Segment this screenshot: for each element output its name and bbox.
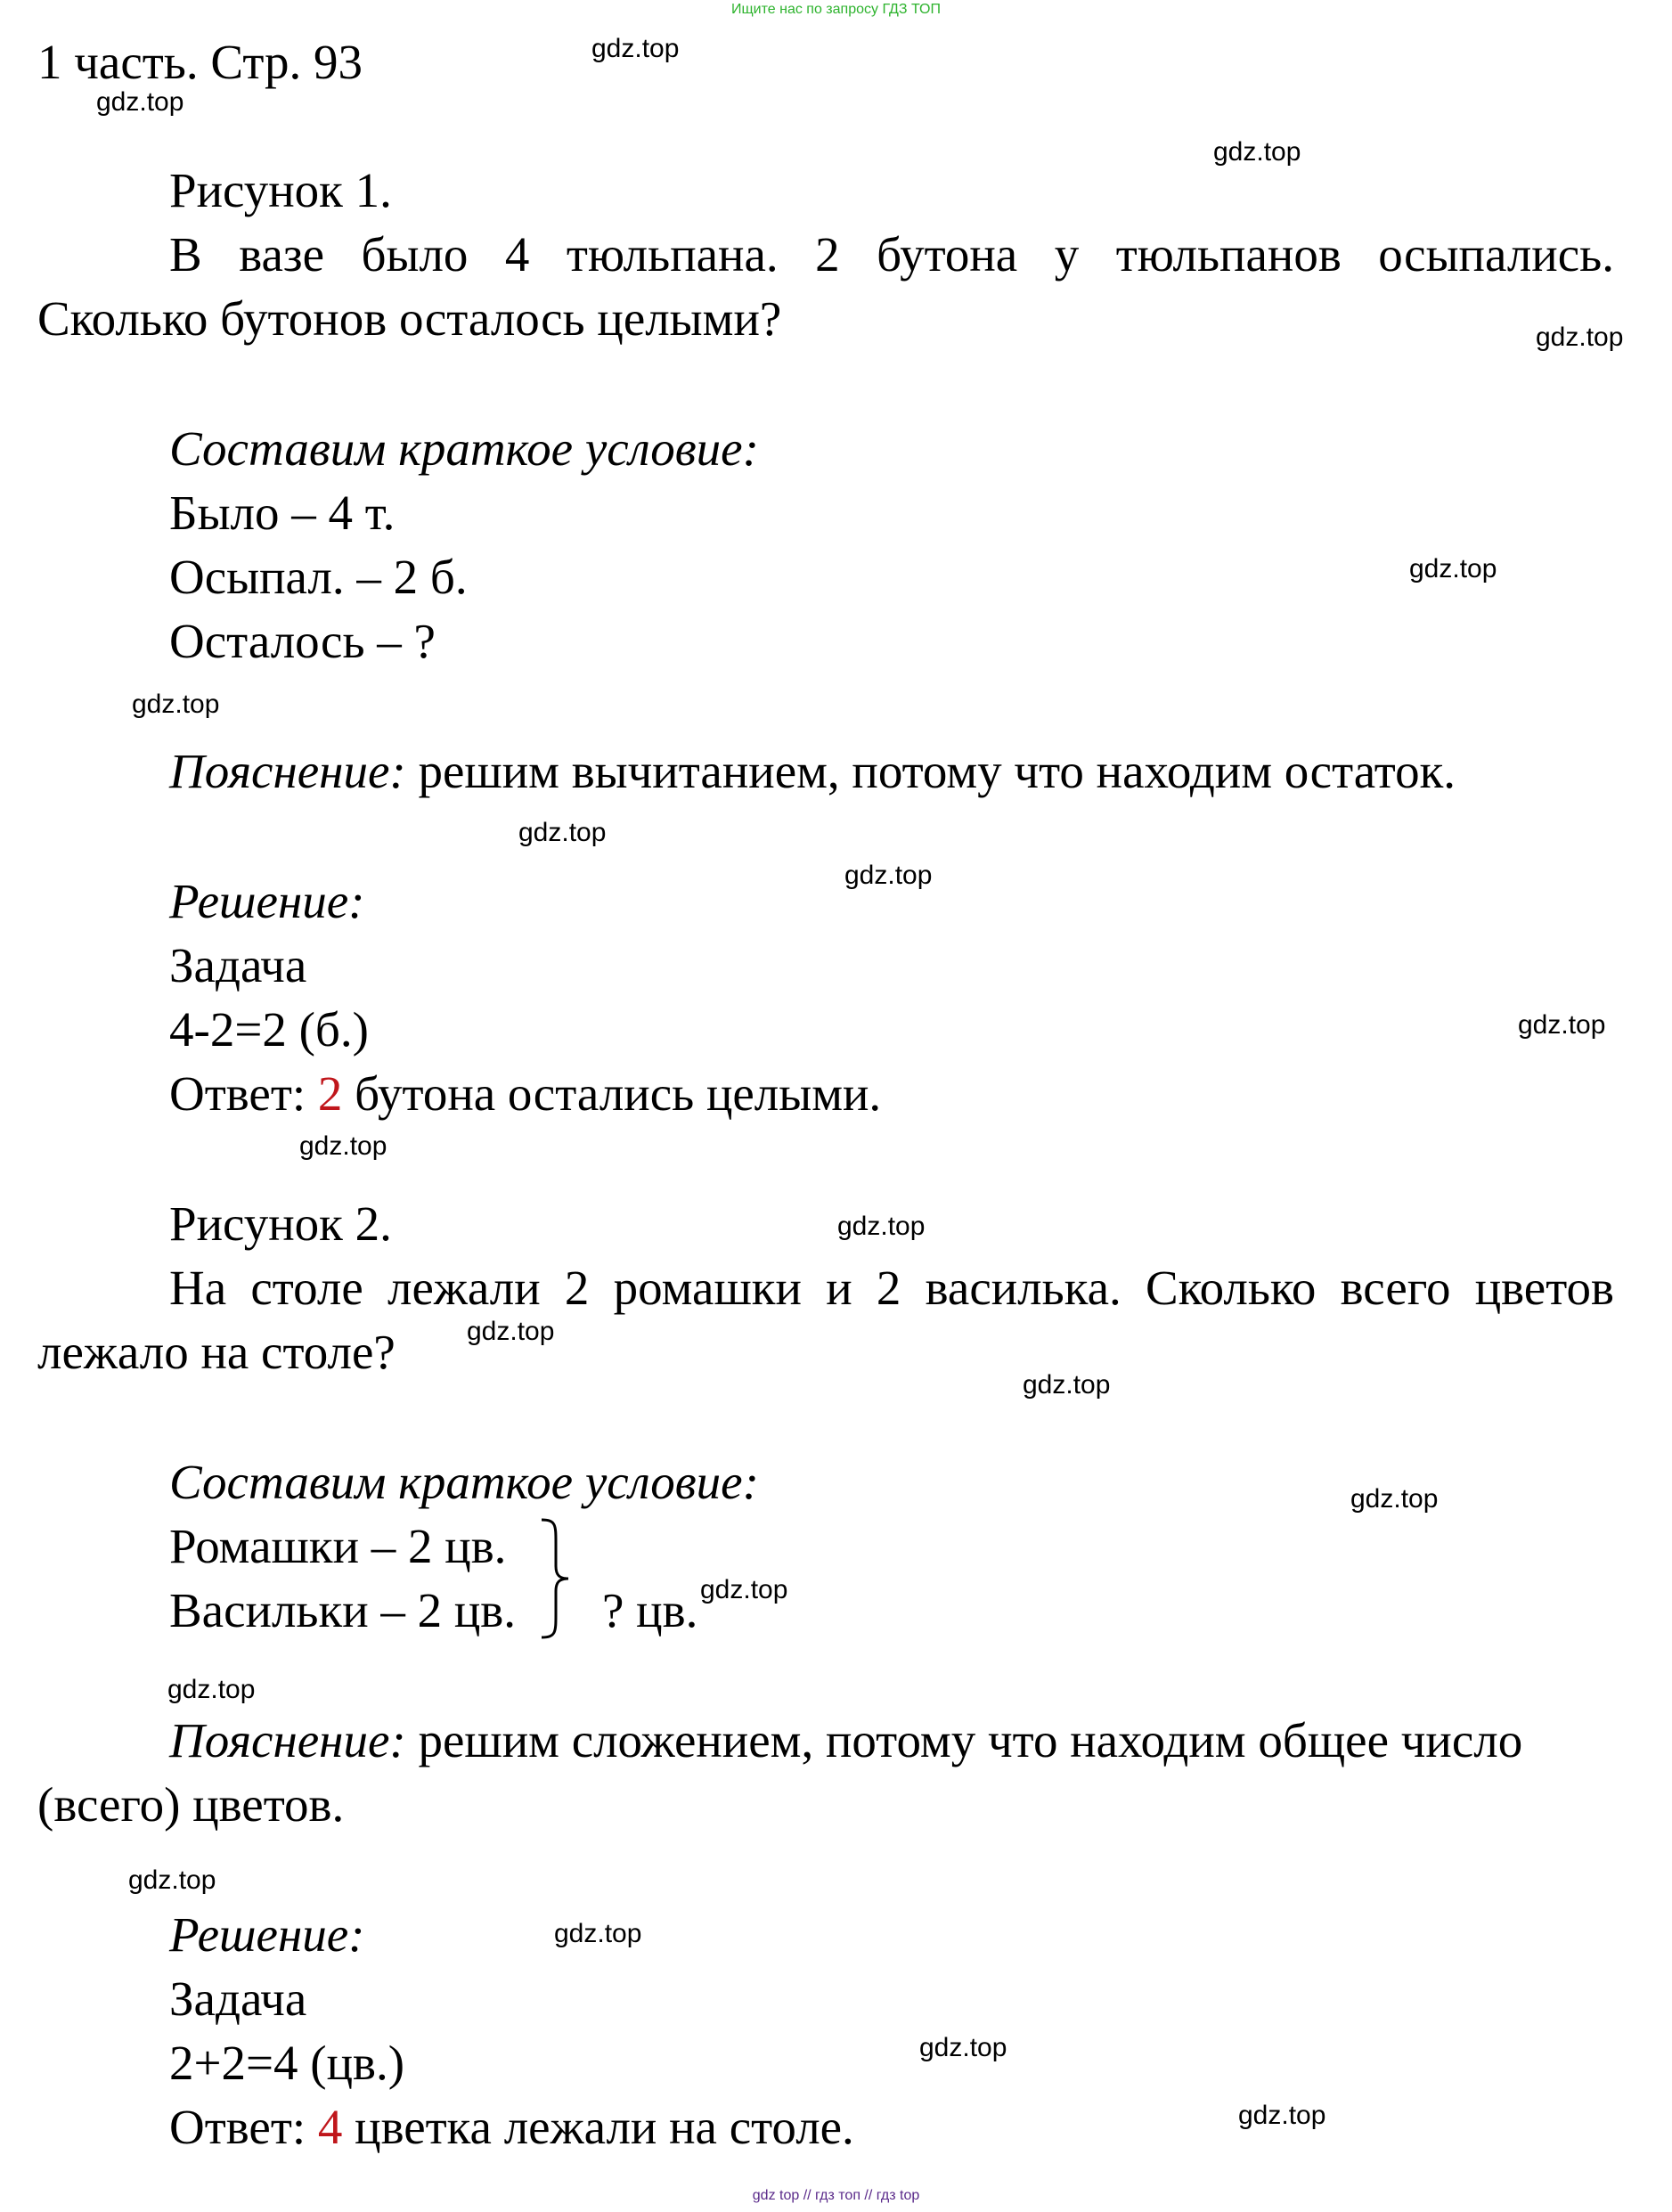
figure1-answer-suffix: бутона остались целыми. [342, 1066, 882, 1121]
figure1-condition-line: Осталось – ? [169, 614, 436, 668]
figure1-answer [169, 1066, 882, 1121]
watermark: gdz.top [167, 1675, 256, 1704]
figure2-answer-suffix: цветка лежали на столе. [342, 2100, 854, 2154]
watermark: gdz.top [700, 1575, 788, 1604]
figure2-solution-label: Решение: [169, 1907, 365, 1962]
figure2-condition-line: Васильки – 2 цв. [169, 1583, 517, 1637]
watermark: gdz.top [1213, 137, 1301, 167]
condition-brace [538, 1516, 574, 1641]
top-banner: Ищите нас по запросу ГДЗ ТОП [731, 2, 941, 17]
figure1-problem-line2: Сколько бутонов осталось целыми? [37, 291, 782, 346]
figure1-equation: 4-2=2 (б.) [169, 1002, 369, 1057]
watermark: gdz.top [299, 1131, 387, 1161]
figure1-problem-line1: В вазе было 4 тюльпана. 2 бутона у тюльпанов осыпались. [169, 227, 1614, 282]
figure2-explanation-line2: (всего) цветов. [37, 1777, 345, 1832]
watermark: gdz.top [591, 34, 680, 63]
footer-watermark: gdz top // гдз топ // гдз top [752, 2188, 920, 2203]
watermark: gdz.top [844, 861, 933, 890]
watermark: gdz.top [1536, 322, 1624, 352]
figure1-answer-value: 2 [317, 1066, 343, 1121]
figure2-condition-line: Ромашки – 2 цв. [169, 1519, 507, 1573]
figure1-explanation-text: решим вычитанием, потому что находим остаток. [405, 744, 1456, 798]
figure2-explanation-text: решим сложением, потому что находим общее число [405, 1713, 1523, 1767]
figure1-answer-prefix: Ответ: [169, 1066, 318, 1121]
watermark: gdz.top [132, 690, 220, 719]
figure2-explanation-label: Пояснение: [169, 1713, 406, 1767]
figure2-condition-total: ? цв. [602, 1583, 698, 1637]
figure2-heading: Рисунок 2. [169, 1196, 392, 1251]
watermark: gdz.top [1350, 1484, 1439, 1514]
watermark: gdz.top [919, 2033, 1007, 2062]
figure2-answer-prefix: Ответ: [169, 2100, 318, 2154]
figure1-heading: Рисунок 1. [169, 163, 392, 217]
watermark: gdz.top [96, 87, 184, 117]
watermark: gdz.top [837, 1212, 926, 1241]
figure1-condition-line: Осыпал. – 2 б. [169, 550, 468, 604]
watermark: gdz.top [1409, 554, 1497, 584]
watermark: gdz.top [128, 1865, 216, 1895]
figure1-solution-label: Решение: [169, 874, 365, 928]
watermark: gdz.top [1238, 2101, 1326, 2130]
figure2-answer [169, 2100, 854, 2154]
watermark: gdz.top [518, 818, 607, 847]
figure2-condition-label: Составим краткое условие: [169, 1455, 759, 1509]
watermark: gdz.top [554, 1919, 642, 1948]
figure2-equation: 2+2=4 (цв.) [169, 2036, 405, 2090]
figure1-explanation [169, 744, 1456, 798]
watermark: gdz.top [1023, 1370, 1111, 1400]
watermark: gdz.top [467, 1317, 555, 1346]
figure2-problem-line1: На столе лежали 2 ромашки и 2 василька. Сколько всего цветов [169, 1261, 1614, 1315]
figure1-explanation-label: Пояснение: [169, 744, 406, 798]
figure2-answer-value: 4 [317, 2100, 343, 2154]
figure2-task-label: Задача [169, 1971, 307, 2026]
page-title: 1 часть. Стр. 93 [37, 35, 363, 89]
figure1-condition-label: Составим краткое условие: [169, 421, 759, 476]
figure1-condition-line: Было – 4 т. [169, 486, 396, 540]
figure2-explanation [169, 1713, 1523, 1767]
figure1-task-label: Задача [169, 938, 307, 992]
figure2-problem-line2: лежало на столе? [37, 1325, 396, 1379]
watermark: gdz.top [1518, 1010, 1606, 1040]
